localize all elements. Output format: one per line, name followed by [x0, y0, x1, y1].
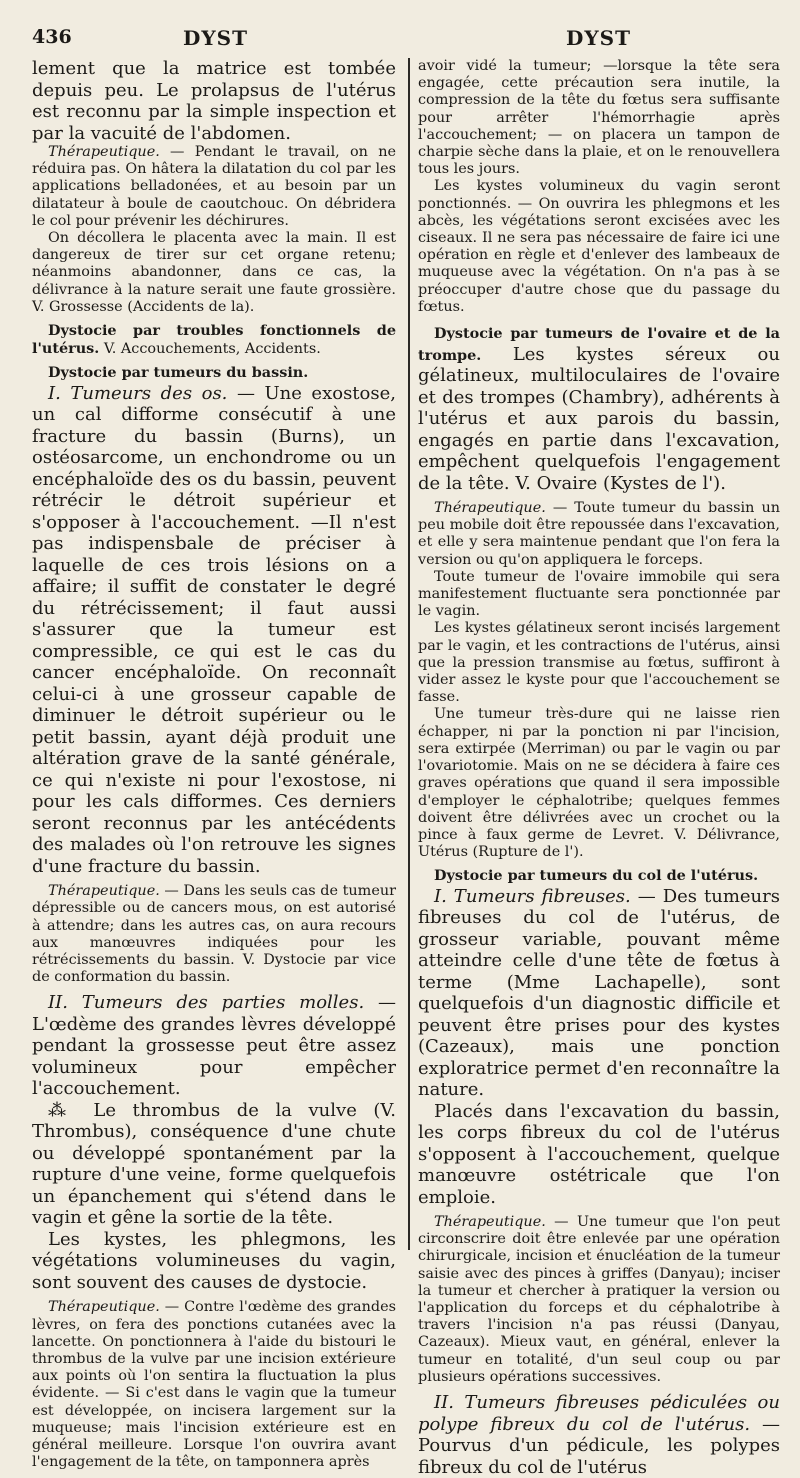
- paragraph-text: V. Accouchements, Accidents.: [99, 341, 321, 358]
- column-divider: [408, 58, 410, 1250]
- page-header: [0, 0, 800, 52]
- paragraph: Les kystes, les phlegmons, les végétations volumineuses du vagin, sont souvent des causes de dystocie.: [32, 1228, 396, 1293]
- paragraph: [32, 992, 396, 1100]
- paragraph: [418, 500, 780, 569]
- paragraph-text: — Une exostose, un cal difforme consécutif à une fracture du bassin (Burns), un ostéosarcome, un enchondrome ou un encéphaloïde des os du bassin, peuvent rétrécir le détroit supérieur et s'opposer à l'accouchement. —Il n'est pas indispensbale de préciser à laquelle de ces trois lésions on a affaire; il suffit de constater le degré du rétrécissement; il faut aussi s'assurer que la tumeur est compressible, ce qui est le cas du cancer encéphaloïde. On reconnaît celui-ci à une grosseur capable de diminuer le détroit supérieur ou le petit bassin, ayant déjà produit une altération grave de la santé générale, ce qui n'existe ni pour l'exostose, ni pour les cals difformes. Ces derniers seront reconnus par les antécédents des malades où l'on retrouve les signes d'une fracture du bassin.: [32, 382, 396, 877]
- paragraph: [32, 364, 396, 382]
- section-label: Thérapeutique.: [48, 144, 160, 160]
- paragraph: lement que la matrice est tombée depuis peu. Le prolapsus de l'utérus est reconnu par la simple inspection et par la vacuité de l'abdomen.: [32, 58, 396, 144]
- paragraph: avoir vidé la tumeur; —lorsque la tête sera engagée, cette précaution sera inutile, la compression de la tête du fœtus sera suffisante pour arrêter l'hémorrhagie après l'accouchement; — on placera un tampon de charpie sèche dans la plaie, et on le renouvellera tous les jours.: [418, 58, 780, 178]
- paragraph-text: — Contre l'œdème des grandes lèvres, on fera des ponctions cutanées avec la lancette. On ponctionnera à l'aide du bistouri le thrombus de la vulve par une incision extérieure aux points où l'on sentira la fluctuation la plus évidente. — Si c'est dans le vagin que la tumeur est développée, on incisera largement sur la muqueuse; mais l'incision extérieure est en général meilleure. Lorsque l'on ouvrira avant l'engagement de la tête, on tamponnera après: [32, 1299, 396, 1471]
- paragraph: [418, 1214, 780, 1386]
- section-label: Thérapeutique.: [434, 500, 546, 517]
- paragraph: [418, 867, 780, 885]
- paragraph: Les kystes gélatineux seront incisés largement par le vagin, et les contractions de l'utérus, ainsi que la pression transmise au fœtus, suffiront à vider assez le kyste pour que l'accouchement se fasse.: [418, 620, 780, 706]
- paragraph: [418, 1392, 780, 1478]
- running-head-right: DYST: [566, 26, 631, 50]
- section-label: II. Tumeurs des parties molles.: [48, 992, 365, 1014]
- paragraph: [32, 144, 396, 230]
- paragraph-text: — Dans les seuls cas de tumeur dépressible ou de cancers mous, on est autorisé à attendre; dans les autres cas, on aura recours aux manœuvres indiquées pour les rétrécissements du bassin. V. Dystocie par vice de conformation du bassin.: [32, 883, 396, 986]
- paragraph: [32, 883, 396, 986]
- paragraph-text: Les kystes séreux ou gélatineux, multiloculaires de l'ovaire et des trompes (Chambry), adhérents à l'utérus et aux parois du bassin, engagés en partie dans l'excavation, empêchent quelquefois l'engagement de la tête. V. Ovaire (Kystes de l').: [418, 343, 780, 494]
- section-label: II. Tumeurs fibreuses pédiculées ou polype fibreux du col de l'utérus.: [418, 1392, 780, 1435]
- paragraph: Une tumeur très-dure qui ne laisse rien échapper, ni par la ponction ni par l'incision, sera extirpée (Merriman) ou par le vagin ou par l'ovariotomie. Mais on ne se décidera à faire ces graves opérations que quand il sera impossible d'employer le céphalotribe; quelques femmes doivent être délivrées avec un crochet ou la pince à faux germe de Levret. V. Délivrance, Utérus (Rupture de l').: [418, 706, 780, 861]
- paragraph: Les kystes volumineux du vagin seront ponctionnés. — On ouvrira les phlegmons et les abcès, les végétations seront excisées avec les ciseaux. Il ne sera pas nécessaire de faire ici une opération en règle et d'enlever des lambeaux de muqueuse avec la végétation. On n'a pas à se préoccuper d'autre chose que du passage du fœtus.: [418, 178, 780, 315]
- paragraph: Toute tumeur de l'ovaire immobile qui sera manifestement fluctuante sera ponctionnée par le vagin.: [418, 568, 780, 620]
- right-column: [418, 58, 780, 1478]
- section-label: Thérapeutique.: [434, 1214, 546, 1231]
- section-heading: Dystocie par tumeurs du col de l'utérus.: [434, 867, 759, 885]
- paragraph-text: — Une tumeur que l'on peut circonscrire doit être enlevée par une opération chirurgicale, incision et énucléation de la tumeur saisie avec des pinces à griffes (Danyau); inciser la tumeur et chercher à pratiquer la version ou l'application du forceps et du céphalotribe à travers l'incision n'a pas réussi (Danyau, Cazeaux). Mieux vaut, en général, enlever la tumeur en totalité, d'un seul coup ou par plusieurs opérations successives.: [418, 1214, 780, 1385]
- section-heading: Dystocie par troubles fonctionnels de l'utérus.: [32, 322, 396, 358]
- left-column: [32, 58, 396, 1471]
- paragraph: [32, 383, 396, 878]
- section-heading: Dystocie par tumeurs de l'ovaire et de la trompe.: [418, 325, 780, 364]
- paragraph-text: — Des tumeurs fibreuses du col de l'utérus, de grosseur variable, pouvant même atteindre celle d'une tête de fœtus à terme (Mme Lachapelle), sont quelquefois d'un diagnostic difficile et peuvent être prises pour des kystes (Cazeaux), mais une ponction exploratrice permet d'en reconnaître la nature.: [418, 885, 780, 1101]
- paragraph: [32, 1299, 396, 1471]
- section-label: Thérapeutique.: [48, 1299, 160, 1316]
- paragraph: ⁂ Le thrombus de la vulve (V. Thrombus), conséquence d'une chute ou développé spontanément par la rupture d'une veine, forme quelquefois un épanchement qui s'étend dans le vagin et gêne la sortie de la tête.: [32, 1099, 396, 1229]
- running-head-left: DYST: [183, 26, 248, 50]
- paragraph: [32, 322, 396, 358]
- section-label: Thérapeutique.: [48, 883, 160, 900]
- paragraph-text: — Pourvus d'un pédicule, les polypes fibreux du col de l'utérus: [418, 1413, 780, 1478]
- section-label: I. Tumeurs fibreuses.: [434, 885, 631, 907]
- section-heading: Dystocie par tumeurs du bassin.: [48, 364, 309, 382]
- paragraph: On décollera le placenta avec la main. Il est dangereux de tirer sur cet organe retenu; néanmoins abandonner, dans ce cas, la délivrance à la nature serait une faute grossière. V. Grossesse (Accidents de la).: [32, 230, 396, 315]
- paragraph-text: — Pendant le travail, on ne réduira pas. On hâtera la dilatation du col par les applications belladonées, et au besoin par un dilatateur à boule de caoutchouc. On débridera le col pour prévenir les déchirures.: [32, 144, 396, 229]
- paragraph: [418, 886, 780, 1101]
- paragraph: [418, 322, 780, 494]
- section-label: I. Tumeurs des os.: [48, 382, 228, 404]
- paragraph: Placés dans l'excavation du bassin, les corps fibreux du col de l'utérus s'opposent à l'accouchement, quelque manœuvre ostétricale que l'on emploie.: [418, 1100, 780, 1208]
- page-number: 436: [32, 26, 72, 48]
- paragraph-text: — Toute tumeur du bassin un peu mobile doit être repoussée dans l'excavation, et elle y sera maintenue pendant que l'on fera la version ou qu'on appliquera le forceps.: [418, 500, 780, 568]
- paragraph-text: — L'œdème des grandes lèvres développé pendant la grossesse peut être assez volumineux pour empêcher l'accouchement.: [32, 992, 396, 1100]
